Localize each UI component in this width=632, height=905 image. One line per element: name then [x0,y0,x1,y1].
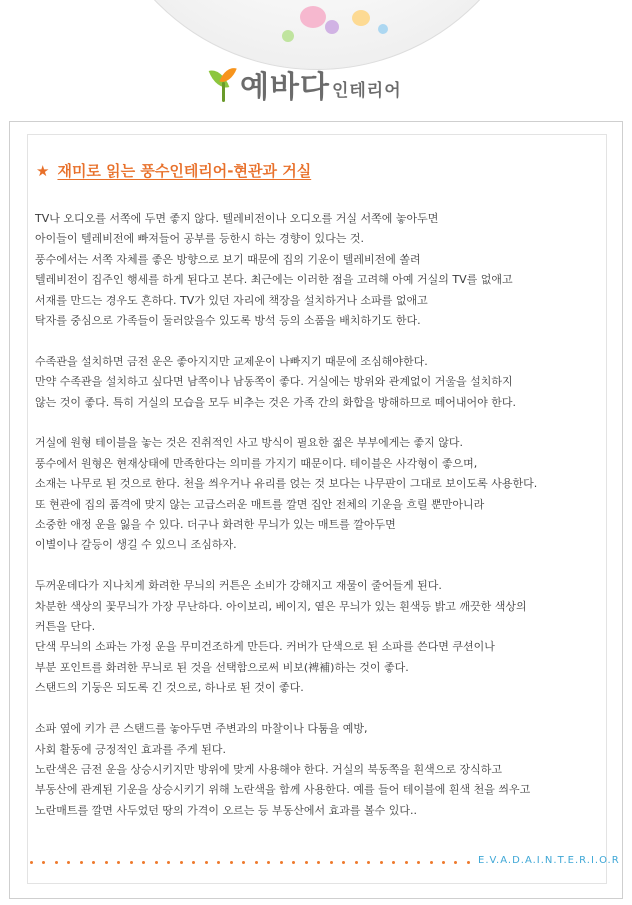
text-line: 않는 것이 좋다. 특히 거실의 모습을 모두 비추는 것은 가족 간의 화합을 방해하므로 떼어내어야 한다. [35,395,516,409]
text-line: 아이들이 텔레비전에 빠져들어 공부를 등한시 하는 경향이 있다는 것. [35,232,364,246]
article-paragraph [35,719,615,821]
divider-dot [242,861,245,864]
divider-dot [292,861,295,864]
divider-dot [80,861,83,864]
text-line: 이별이나 갈등이 생길 수 있으니 조심하자. [35,538,237,552]
text-line: 서재를 만드는 경우도 흔하다. TV가 있던 자리에 책장을 설치하거나 소파를 없애고 [35,293,428,307]
text-line: 풍수에서 원형은 현재상태에 만족한다는 의미를 가지기 때문이다. 테이블은 사각형이 좋으며, [35,456,478,470]
article-paragraph [35,209,615,331]
text-line: 커튼을 단다. [35,620,96,634]
divider-dot [280,861,283,864]
text-line: 소중한 애정 운을 잃을 수 있다. 더구나 화려한 무늬가 있는 매트를 깔아두면 [35,518,396,532]
divider-dot [430,861,433,864]
text-line: 텔레비전이 집주인 행세를 하게 된다고 본다. 최근에는 이러한 점을 고려해 아예 거실의 TV를 없애고 [35,273,513,287]
divider-dot [380,861,383,864]
footer-brand-text: E.V.A.D.A.I.N.T.E.R.I.O.R [478,855,620,866]
divider-dot [117,861,120,864]
footer-dotted-divider [30,859,470,865]
text-line: 부분 포인트를 화려한 무늬로 된 것을 선택함으로써 비보(裨補)하는 것이 좋다. [35,660,409,674]
divider-dot [355,861,358,864]
text-line: 노란매트를 깔면 사두었던 땅의 가격이 오르는 등 부동산에서 효과를 볼수 있다.. [35,803,417,817]
divider-dot [105,861,108,864]
divider-dot [392,861,395,864]
text-line: 소재는 나무로 된 것으로 한다. 천을 씌우거나 유리를 얹는 것 보다는 나무판이 그대로 보이도록 사용한다. [35,477,538,491]
divider-dot [42,861,45,864]
divider-dot [367,861,370,864]
paint-splash-decoration [300,6,326,28]
divider-dot [330,861,333,864]
logo-wordmark: 예바다 [240,70,330,105]
divider-dot [180,861,183,864]
paint-splash-decoration [378,24,388,34]
text-line: TV나 오디오를 서쪽에 두면 좋지 않다. 텔레비전이나 오디오를 거실 서쪽에 놓아두면 [35,212,439,225]
text-line: 소파 옆에 키가 큰 스탠드를 놓아두면 주변과의 마찰이나 다툼을 예방, [35,722,368,736]
text-line: 두꺼운데다가 지나치게 화려한 무늬의 커튼은 소비가 강해지고 재물이 줄어들게 된다. [35,579,442,593]
brand-logo[interactable] [210,62,402,106]
text-line: 거실에 원형 테이블을 놓는 것은 진취적인 사고 방식이 필요한 젊은 부부에게는 좋지 않다. [35,436,463,450]
divider-dot [67,861,70,864]
text-line: 사회 활동에 긍정적인 효과를 주게 된다. [35,742,226,756]
article-paragraph [35,352,615,413]
article-paragraph [35,433,615,555]
divider-dot [342,861,345,864]
divider-dot [130,861,133,864]
logo-subtext: 인테리어 [331,80,402,101]
divider-dot [442,861,445,864]
article-body [35,209,615,821]
divider-dot [417,861,420,864]
divider-dot [142,861,145,864]
text-line: 또 현관에 집의 품격에 맞지 않는 고급스러운 매트를 깔면 집안 전체의 기운을 흐릴 뿐만아니라 [35,497,485,511]
text-line: 부동산에 관계된 기운을 상승시키기 위해 노란색을 함께 사용한다. 예를 들어 테이블에 흰색 천을 씌우고 [35,783,531,797]
divider-dot [454,861,457,864]
divider-dot [92,861,95,864]
divider-dot [205,861,208,864]
divider-dot [217,861,220,864]
paint-splash-decoration [352,10,370,26]
article-title [36,160,311,181]
text-line: 스탠드의 기둥은 되도록 긴 것으로, 하나로 된 것이 좋다. [35,681,304,695]
divider-dot [155,861,158,864]
divider-dot [405,861,408,864]
text-line: 차분한 색상의 꽃무늬가 가장 무난하다. 아이보리, 베이지, 옅은 무늬가 있는 흰색등 밝고 깨끗한 색상의 [35,599,527,613]
text-line: 노란색은 금전 운을 상승시키지만 방위에 맞게 사용해야 한다. 거실의 북동쪽을 흰색으로 장식하고 [35,762,502,776]
leaf-icon [210,64,238,104]
divider-dot [230,861,233,864]
star-icon: ★ [36,161,50,180]
divider-dot [317,861,320,864]
text-line: 수족관을 설치하면 금전 운은 좋아지지만 교제운이 나빠지기 때문에 조심해야한다. [35,354,428,368]
divider-dot [167,861,170,864]
divider-dot [255,861,258,864]
text-line: 풍수에서는 서쪽 자체를 좋은 방향으로 보기 때문에 집의 기운이 텔레비전에 쏠려 [35,252,421,266]
paint-splash-decoration [325,20,339,34]
text-line: 단색 무늬의 소파는 가정 운을 무미건조하게 만든다. 커버가 단색으로 된 소파를 쓴다면 쿠션이나 [35,640,495,654]
divider-dot [55,861,58,864]
article-paragraph [35,576,615,698]
article-title-text: 재미로 읽는 풍수인테리어-현관과 거실 [57,162,312,180]
divider-dot [30,861,33,864]
paint-splash-decoration [282,30,294,42]
divider-dot [467,861,470,864]
divider-dot [267,861,270,864]
text-line: 만약 수족관을 설치하고 싶다면 남쪽이나 남동쪽이 좋다. 거실에는 방위와 관계없이 거울을 설치하지 [35,375,513,389]
divider-dot [305,861,308,864]
divider-dot [192,861,195,864]
text-line: 탁자를 중심으로 가족들이 둘러앉을수 있도록 방석 등의 소품을 배치하기도 한다. [35,314,421,328]
